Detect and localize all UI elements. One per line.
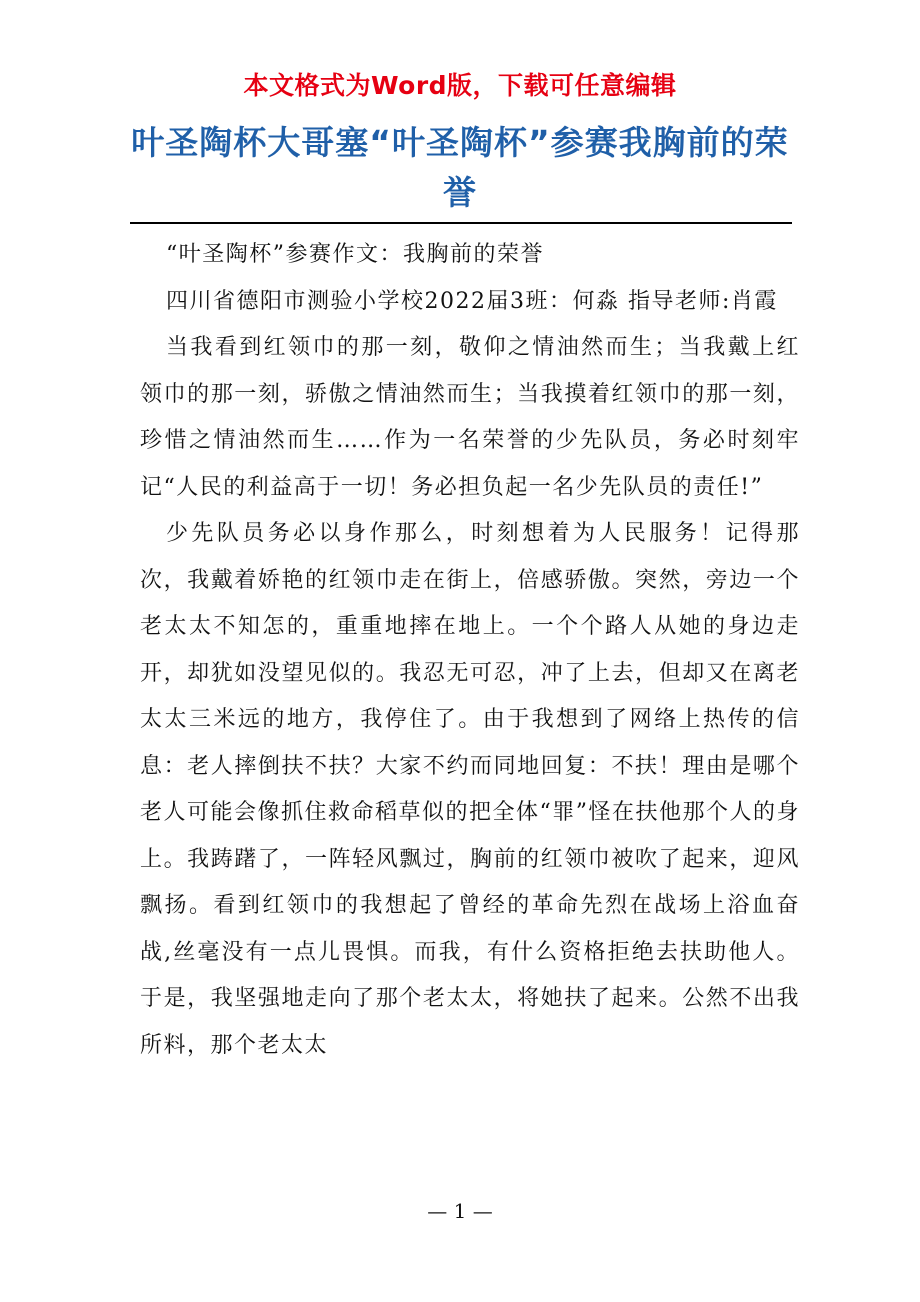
page-number: — 1 —: [427, 1199, 493, 1223]
document-title: 叶圣陶杯大哥塞“叶圣陶杯”参赛我胸前的荣誉: [131, 123, 789, 212]
essay-subtitle: “叶圣陶杯”参赛作文：我胸前的荣誉: [166, 242, 544, 267]
author-byline: 四川省德阳市测验小学校2022届3班：何淼 指导老师:肖霞: [166, 288, 778, 314]
body-paragraph-1: 当我看到红领巾的那一刻，敬仰之情油然而生；当我戴上红领巾的那一刻，骄傲之情油然而生；当我摸着红领巾的那一刻，珍惜之情油然而生……作为一名荣誉的少先队员，务必时刻牢记“人民的利益高于一切！务必担负起一名少先队员的责任!”: [140, 335, 800, 500]
document-body: [140, 232, 800, 1069]
title-divider: [130, 222, 792, 224]
format-notice-banner: 本文格式为Word版，下载可任意编辑: [243, 71, 677, 100]
body-paragraph-2: 少先队员务必以身作那么，时刻想着为人民服务！记得那次，我戴着娇艳的红领巾走在街上，倍感骄傲。突然，旁边一个老太太不知怎的，重重地摔在地上。一个个路人从她的身边走开，却犹如没望见似的。我忍无可忍，冲了上去，但却又在离老太太三米远的地方，我停住了。由于我想到了网络上热传的信息：老人摔倒扶不扶？大家不约而同地回复：不扶！理由是哪个老人可能会像抓住救命稻草似的把全体“罪”怪在扶他那个人的身上。我踌躇了，一阵轻风飘过，胸前的红领巾被吹了起来，迎风飘扬。看到红领巾的我想起了曾经的革命先烈在战场上浴血奋战,丝毫没有一点儿畏惧。而我，有什么资格拒绝去扶助他人。于是，我坚强地走向了那个老太太，将她扶了起来。公然不出我所料，那个老太太: [140, 521, 800, 1058]
